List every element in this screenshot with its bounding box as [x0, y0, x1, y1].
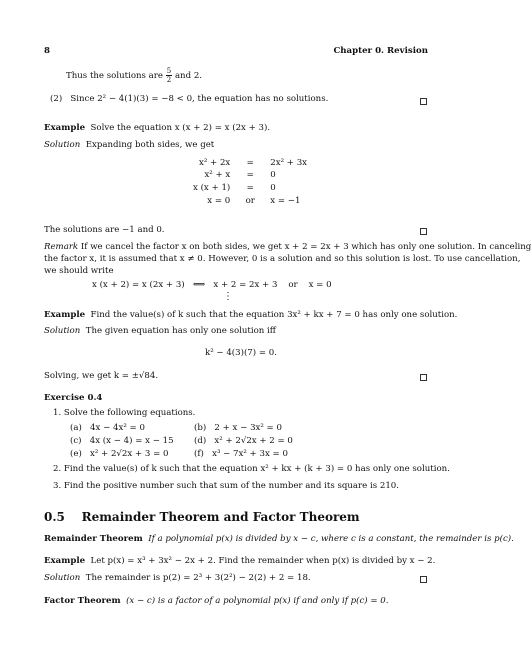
theorem-text: (x − c) is a factor of a polynomial p(x) if and only if p(c) = 0. — [126, 596, 389, 606]
factor-theorem — [44, 596, 389, 607]
item-label: (c) — [70, 436, 82, 446]
remark-text: If we cancel the factor x on both sides, we get x + 2 = 2x + 3 which has only one solution. In canceling — [80, 242, 531, 252]
example-text: Let p(x) = x³ + 3x² − 2x + 2. Find the remainder when p(x) is divided by x − 2. — [90, 556, 436, 566]
qed-square — [420, 98, 427, 105]
example-text: Find the value(s) of k such that the equation 3x² + kx + 7 = 0 has only one solution. — [90, 310, 458, 320]
eq-right: 0 — [270, 182, 276, 193]
solutions-result: The solutions are −1 and 0. — [44, 225, 165, 235]
item-label: (d) — [194, 436, 207, 446]
item-equation: 4x − 4x² = 0 — [90, 423, 145, 433]
qed-square — [420, 374, 427, 381]
item-label: (e) — [70, 449, 82, 459]
item-equation: 2 + x − 3x² = 0 — [214, 423, 282, 433]
example-label: Example — [44, 556, 86, 566]
eq-mid: or — [245, 195, 255, 206]
qed-square — [420, 576, 427, 583]
solution-1 — [44, 140, 214, 151]
solution-3 — [44, 573, 311, 584]
exercise-item-row — [194, 449, 288, 460]
solutions-text: Thus the solutions are — [66, 71, 163, 81]
solution-2 — [44, 326, 276, 337]
equation-row — [190, 195, 310, 208]
exercise-title: Exercise 0.4 — [44, 393, 103, 403]
exercise-q3: 3. Find the positive number such that sum of the number and its square is 210. — [53, 481, 400, 491]
item-equation: 4x (x − 4) = x − 15 — [89, 436, 174, 446]
remark-line-3: we should write — [44, 266, 114, 276]
exercise-q1: 1. Solve the following equations. — [53, 408, 196, 418]
example-text: Solve the equation x (x + 2) = x (2x + 3). — [90, 123, 271, 133]
example-label: Example — [44, 123, 86, 133]
eq-left: x (x + 1) — [193, 182, 231, 193]
exercise-item-row — [70, 449, 168, 460]
eq-left: x² + 2x — [198, 158, 231, 168]
solution-label: Solution — [44, 326, 81, 336]
eq-right: 0 — [270, 169, 276, 180]
section-number: 0.5 — [44, 510, 65, 524]
eq-left: x = 0 — [207, 195, 231, 206]
discriminant-equation: k² − 4(3)(7) = 0. — [205, 348, 277, 358]
solution-text: The remainder is p(2) = 2³ + 3(2²) − 2(2) + 2 = 18. — [85, 573, 311, 583]
exercise-item-row — [70, 436, 174, 447]
qed-square — [420, 228, 427, 235]
eq-mid: = — [246, 169, 254, 180]
section-title: Remainder Theorem and Factor Theorem — [81, 510, 360, 524]
solutions-tail: and 2. — [174, 71, 203, 81]
solution-2-result: Solving, we get k = ±√84. — [44, 371, 159, 381]
remark-label: Remark — [44, 242, 79, 252]
example-label: Example — [44, 310, 86, 320]
chapter-title: Chapter 0. Revision — [333, 46, 428, 56]
theorem-label: Remainder Theorem — [44, 534, 143, 544]
vertical-dots: ⋮ — [223, 291, 233, 302]
theorem-label: Factor Theorem — [44, 596, 121, 606]
solution-label: Solution — [44, 140, 81, 150]
equation-array-1 — [190, 158, 310, 208]
fraction-denominator: 2 — [166, 76, 172, 84]
eq-mid: = — [246, 182, 254, 193]
fraction — [166, 67, 172, 84]
exercise-item-row — [70, 423, 145, 434]
item-equation: x² + 2√2x + 2 = 0 — [214, 436, 293, 446]
part-2-text: Since 2² − 4(1)(3) = −8 < 0, the equation has no solutions. — [70, 94, 329, 104]
eq-mid: = — [246, 158, 254, 168]
example-2 — [44, 310, 457, 321]
page-number: 8 — [44, 46, 50, 56]
item-equation: x² + 2√2x + 3 = 0 — [90, 449, 169, 459]
eq-right: x = −1 — [270, 195, 301, 206]
item-label: (b) — [194, 423, 207, 433]
equation-row — [190, 169, 310, 182]
example-1 — [44, 123, 270, 134]
exercise-item-row — [194, 423, 282, 434]
part-2 — [50, 94, 328, 105]
solution-text: Expanding both sides, we get — [85, 140, 215, 150]
equation-row — [190, 158, 310, 169]
solution-label: Solution — [44, 573, 81, 583]
fraction-numerator: 5 — [166, 67, 172, 75]
eq-left: x² + x — [204, 169, 231, 180]
solution-text: The given equation has only one solution iff — [85, 326, 276, 336]
remark-line-1 — [44, 242, 531, 253]
exercise-item-row — [194, 436, 293, 447]
example-3 — [44, 556, 435, 567]
theorem-text: If a polynomial p(x) is divided by x − c, where c is a constant, the remainder is p(c). — [148, 534, 514, 544]
solutions-line — [66, 67, 202, 84]
remainder-theorem — [44, 534, 514, 545]
item-label: (f) — [194, 449, 204, 459]
item-equation: x³ − 7x² + 3x = 0 — [212, 449, 288, 459]
item-label: (a) — [70, 423, 82, 433]
equation-row — [190, 182, 310, 195]
part-2-number: (2) — [50, 94, 63, 104]
remark-line-2: the factor x, it is assumed that x ≠ 0. However, 0 is a solution and so this solution is lost. To use cancellation, — [44, 254, 521, 264]
eq-right: 2x² + 3x — [270, 158, 308, 168]
exercise-q2: 2. Find the value(s) of k such that the equation x² + kx + (k + 3) = 0 has only one solution. — [53, 464, 450, 474]
section-heading — [44, 510, 360, 525]
remark-equation: x (x + 2) = x (2x + 3) ⟺ x + 2 = 2x + 3 or x = 0 — [92, 280, 332, 290]
